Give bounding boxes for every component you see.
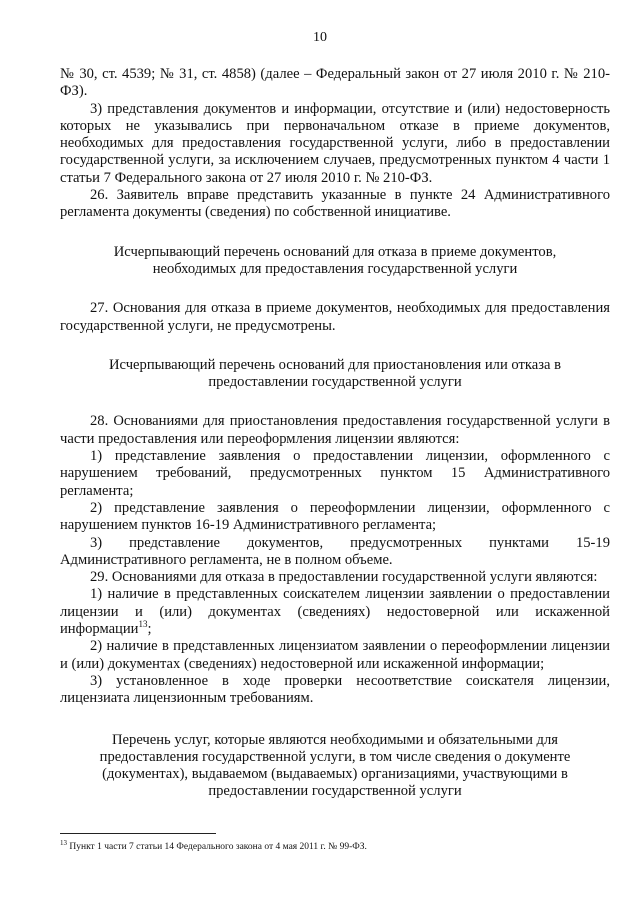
paragraph-continuation: № 30, ст. 4539; № 31, ст. 4858) (далее – Федеральный закон от 27 июля 2010 г. № 210-ФЗ). (60, 66, 610, 100)
paragraph-29-item-1 (60, 586, 610, 638)
paragraph-29-item-3: 3) установленное в ходе проверки несоответствие соискателя лицензии, лицензиата лицензионным требованиям. (60, 672, 610, 707)
document-body (60, 66, 610, 801)
page-number: 10 (313, 30, 327, 45)
footnote-text: Пункт 1 части 7 статьи 14 Федерального закона от 4 мая 2011 г. № 99-ФЗ. (67, 842, 367, 852)
paragraph-28-item-2: 2) представление заявления о переоформлении лицензии, оформленного с нарушением пунктов 16-19 Административного регламента; (60, 499, 610, 534)
paragraph-28-item-3: 3) представление документов, предусмотренных пунктами 15-19 Административного регламента, не в полном объеме. (60, 534, 610, 568)
footnote-divider (60, 833, 216, 834)
paragraph-28: 28. Основаниями для приостановления предоставления государственной услуги в части предоставления или переоформления лицензии являются: (60, 413, 610, 447)
footnote-mark: 13 (60, 838, 67, 847)
footnote (60, 838, 610, 853)
section-heading-required-services: Перечень услуг, которые являются необходимыми и обязательными для предоставления государственной услуги, в том числе сведения о документе (документах), выдаваемом (выдаваемых) организациями, участвующими в предоставлении государственной услуги (99, 731, 571, 800)
paragraph-28-item-1: 1) представление заявления о предоставлении лицензии, оформленного с нарушением требований, предусмотренных пунктом 15 Административного регламента; (60, 448, 610, 499)
paragraph-29: 29. Основаниями для отказа в предоставлении государственной услуги являются: (90, 569, 598, 586)
footnote-reference: 13 (138, 619, 148, 630)
paragraph-item-3: 3) представления документов и информации, отсутствие и (или) недостоверность которых не указывались при первоначальном отказе в приеме документов, необходимых для предоставления государственной услуги, либо в предоставлении государственной услуги, за исключением случаев, предусмотренных пунктом 4 части 1 статьи 7 Федерального закона от 27 июля 2010 г. № 210-ФЗ. (60, 100, 610, 186)
paragraph-27: 27. Основания для отказа в приеме документов, необходимых для предоставления государственной услуги, не предусмотрены. (60, 300, 610, 334)
paragraph-26: 26. Заявитель вправе представить указанные в пункте 24 Административного регламента документы (сведения) по собственной инициативе. (60, 187, 610, 221)
section-heading-suspension: Исчерпывающий перечень оснований для приостановления или отказа в предоставлении государственной услуги (108, 356, 562, 391)
paragraph-29-item-1-text: 1) наличие в представленных соискателем лицензии заявлении о предоставлении лицензии и (или) документах (сведениях) недостоверной или искаженной информации (60, 586, 610, 638)
paragraph-29-item-1-end: ; (147, 621, 152, 638)
paragraph-29-item-2: 2) наличие в представленных лицензиатом заявлении о переоформлении лицензии и (или) документах (сведениях) недостоверной или искаженной информации; (60, 638, 610, 672)
section-heading-refusal-documents: Исчерпывающий перечень оснований для отказа в приеме документов, необходимых для предоставления государственной услуги (113, 243, 557, 277)
